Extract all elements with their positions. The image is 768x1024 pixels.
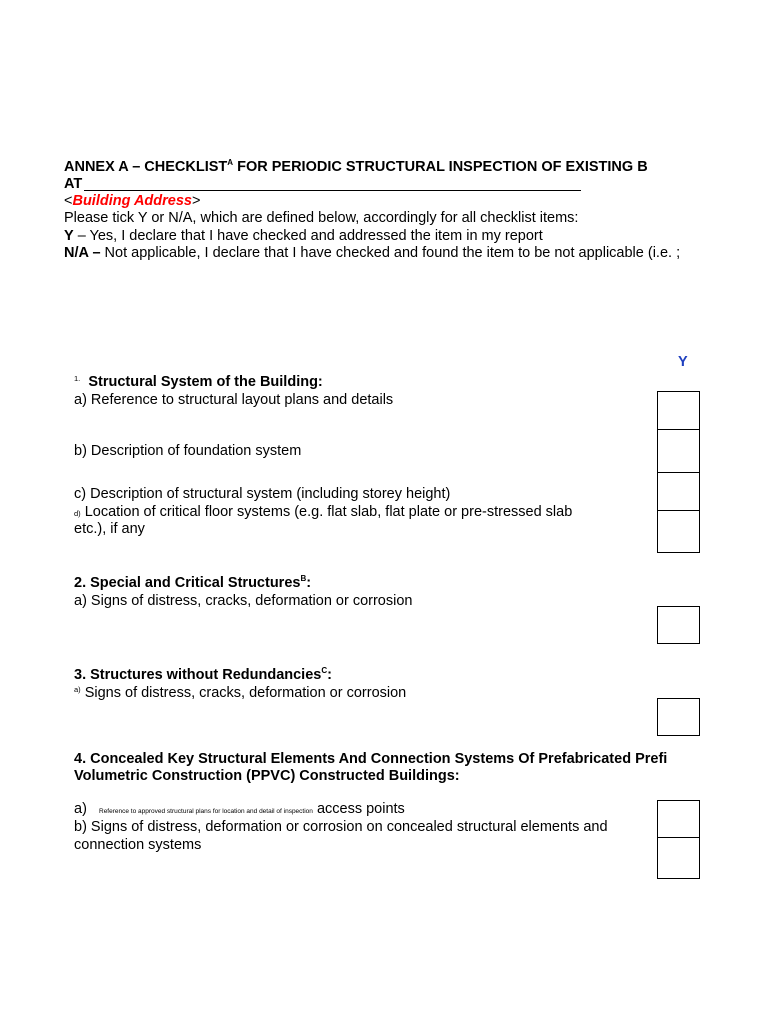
annex-title-suffix: FOR PERIODIC STRUCTURAL INSPECTION OF EXISTING B [233, 159, 648, 175]
checkbox-1c-y[interactable] [657, 472, 700, 511]
item-4a [74, 801, 405, 817]
item-4b-cont: connection systems [74, 837, 202, 853]
item-4a-small-text: Reference to approved structural plans for location and detail of inspection [99, 808, 313, 815]
item-2a: a) Signs of distress, cracks, deformation or corrosion [74, 593, 413, 609]
item-1d-cont: etc.), if any [74, 521, 145, 537]
annex-title [64, 159, 648, 175]
footnote-marker-c: C [321, 666, 328, 675]
item-4a-tail: access points [312, 801, 405, 817]
item-4b: b) Signs of distress, deformation or corrosion on concealed structural elements and [74, 819, 608, 835]
checkbox-1d-y[interactable] [657, 510, 700, 553]
y-key: Y [64, 228, 74, 244]
item-4a-mark: a) [74, 801, 87, 817]
item-1a: a) Reference to structural layout plans and details [74, 392, 394, 408]
section-3-heading [74, 667, 332, 683]
section-1-title: Structural System of the Building: [88, 374, 323, 390]
address-open-bracket: < [64, 193, 73, 209]
section-2-heading [74, 575, 311, 591]
checkbox-3a-y[interactable] [657, 698, 700, 736]
na-key: N/A – [64, 245, 101, 261]
building-address-placeholder [64, 193, 200, 209]
item-1d [74, 504, 572, 520]
section-1-heading [74, 374, 323, 390]
item-1d-line1: Location of critical floor systems (e.g. flat slab, flat plate or pre-stressed slab [80, 504, 573, 520]
item-1d-mark: d) [74, 509, 81, 518]
checkbox-1b-y[interactable] [657, 429, 700, 473]
footnote-marker-a: A [227, 158, 234, 167]
checkbox-1a-y[interactable] [657, 391, 700, 430]
section-2-title: 2. Special and Critical Structures [74, 575, 301, 591]
item-1b: b) Description of foundation system [74, 443, 302, 459]
item-3a-mark: a) [74, 685, 81, 694]
checkbox-4a-y[interactable] [657, 800, 700, 838]
item-1c: c) Description of structural system (including storey height) [74, 486, 451, 502]
checkbox-4b-y[interactable] [657, 837, 700, 879]
section-3-colon: : [327, 667, 332, 683]
address-close-bracket: > [191, 193, 201, 209]
section-1-number: 1. [74, 374, 81, 383]
y-def: – Yes, I declare that I have checked and addressed the item in my report [73, 228, 543, 244]
item-3a-text: Signs of distress, cracks, deformation or corrosion [80, 685, 407, 701]
na-definition [64, 245, 680, 261]
building-address-text: Building Address [72, 193, 192, 209]
instruction-text: Please tick Y or N/A, which are defined below, accordingly for all checklist items: [64, 210, 579, 226]
checkbox-2a-y[interactable] [657, 606, 700, 644]
section-4-heading-line1: 4. Concealed Key Structural Elements And Connection Systems Of Prefabricated Prefi [74, 751, 668, 767]
section-3-title: 3. Structures without Redundancies [74, 667, 322, 683]
item-3a [74, 685, 406, 701]
annex-title-prefix: ANNEX A – CHECKLIST [64, 159, 228, 175]
address-underline [84, 190, 581, 191]
footnote-marker-b: B [300, 574, 307, 583]
column-header-y: Y [678, 354, 688, 370]
na-def: Not applicable, I declare that I have checked and found the item to be not applicable (i.e. ; [100, 245, 681, 261]
y-definition [64, 228, 543, 244]
section-2-colon: : [306, 575, 312, 591]
at-label: AT [64, 176, 83, 192]
section-4-heading-line2: Volumetric Construction (PPVC) Constructed Buildings: [74, 768, 460, 784]
